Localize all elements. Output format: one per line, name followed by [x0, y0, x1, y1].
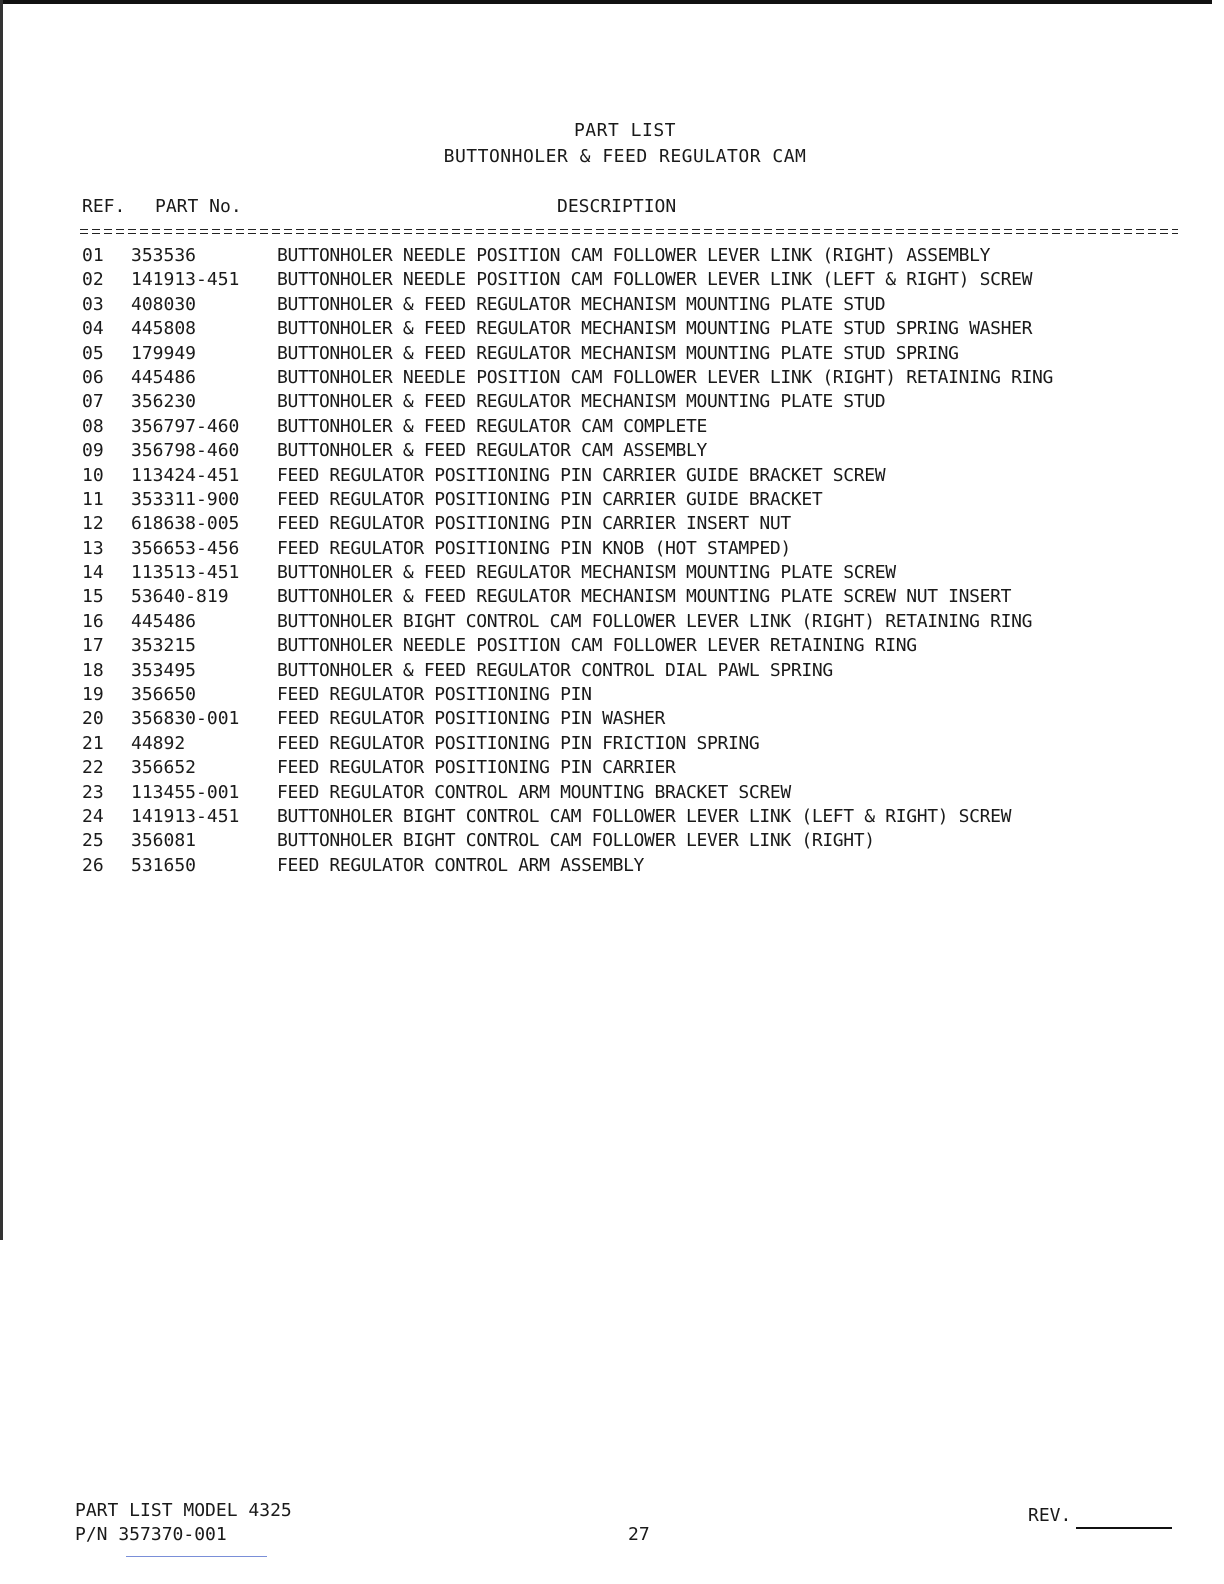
description-cell: FEED REGULATOR CONTROL ARM MOUNTING BRACKET SCREW: [277, 781, 791, 803]
rev-underline: [1076, 1527, 1172, 1529]
part-number-cell: 353536: [131, 245, 197, 266]
column-header-ref: REF.: [82, 196, 126, 217]
ref-cell: 06: [82, 366, 104, 388]
ref-cell: 18: [82, 659, 104, 681]
table-row: [0, 805, 1224, 829]
footer-model: PART LIST MODEL 4325: [75, 1500, 292, 1521]
table-row: [0, 293, 1224, 317]
part-number-cell: 353495: [131, 659, 197, 681]
margin-mark: [126, 1556, 267, 1557]
ref-cell: 10: [82, 464, 104, 486]
part-number-cell: 356797-460: [131, 415, 240, 437]
table-row: [0, 512, 1224, 536]
table-row: [0, 683, 1224, 707]
part-number-cell: 141913-451: [131, 805, 240, 827]
part-number-cell: 141913-451: [131, 269, 240, 291]
description-cell: FEED REGULATOR POSITIONING PIN FRICTION SPRING: [277, 732, 760, 754]
table-row: [0, 415, 1224, 439]
part-number-cell: 53640-819: [131, 586, 229, 608]
table-row: [0, 390, 1224, 414]
part-number-cell: 356830-001: [131, 708, 240, 730]
description-cell: BUTTONHOLER BIGHT CONTROL CAM FOLLOWER LEVER LINK (RIGHT): [277, 830, 875, 852]
page-subtitle: BUTTONHOLER & FEED REGULATOR CAM: [443, 146, 807, 167]
table-row: [0, 659, 1224, 683]
ref-cell: 03: [82, 293, 104, 315]
part-number-cell: 531650: [131, 854, 197, 876]
ref-cell: 02: [82, 269, 104, 291]
table-row: [0, 464, 1224, 488]
header-double-rule: [80, 228, 1178, 236]
part-number-cell: 353311-900: [131, 488, 240, 510]
ref-cell: 25: [82, 830, 104, 852]
description-cell: FEED REGULATOR POSITIONING PIN WASHER: [277, 708, 666, 730]
table-row: [0, 244, 1224, 268]
description-cell: BUTTONHOLER NEEDLE POSITION CAM FOLLOWER LEVER LINK (RIGHT) RETAINING RING: [277, 366, 1054, 388]
ref-cell: 17: [82, 635, 104, 657]
description-cell: BUTTONHOLER & FEED REGULATOR MECHANISM MOUNTING PLATE SCREW: [277, 562, 896, 584]
part-number-cell: 356230: [131, 391, 197, 413]
table-row: [0, 439, 1224, 463]
ref-cell: 26: [82, 854, 104, 876]
description-cell: BUTTONHOLER BIGHT CONTROL CAM FOLLOWER LEVER LINK (LEFT & RIGHT) SCREW: [277, 805, 1012, 827]
description-cell: FEED REGULATOR POSITIONING PIN CARRIER: [277, 757, 676, 779]
part-number-cell: 445486: [131, 366, 197, 388]
part-number-cell: 356653-456: [131, 537, 240, 559]
description-cell: BUTTONHOLER & FEED REGULATOR CAM COMPLETE: [277, 415, 707, 437]
part-number-cell: 445486: [131, 610, 197, 632]
description-cell: BUTTONHOLER NEEDLE POSITION CAM FOLLOWER LEVER LINK (RIGHT) ASSEMBLY: [277, 245, 991, 266]
description-cell: BUTTONHOLER & FEED REGULATOR MECHANISM MOUNTING PLATE STUD SPRING WASHER: [277, 318, 1033, 340]
table-row: [0, 342, 1224, 366]
table-row: [0, 366, 1224, 390]
parts-table: [0, 244, 1224, 878]
part-number-cell: 179949: [131, 342, 197, 364]
page-number: 27: [628, 1524, 650, 1545]
part-number-cell: 356650: [131, 684, 197, 706]
ref-cell: 16: [82, 610, 104, 632]
part-number-cell: 408030: [131, 293, 197, 315]
ref-cell: 11: [82, 488, 104, 510]
ref-cell: 15: [82, 586, 104, 608]
part-number-cell: 356081: [131, 830, 197, 852]
description-cell: BUTTONHOLER & FEED REGULATOR MECHANISM MOUNTING PLATE STUD SPRING: [277, 342, 959, 364]
part-number-cell: 356798-460: [131, 440, 240, 462]
part-number-cell: 445808: [131, 318, 197, 340]
table-row: [0, 561, 1224, 585]
part-number-cell: 113424-451: [131, 464, 240, 486]
ref-cell: 07: [82, 391, 104, 413]
part-number-cell: 113455-001: [131, 781, 240, 803]
table-row: [0, 829, 1224, 853]
description-cell: FEED REGULATOR POSITIONING PIN: [277, 684, 592, 706]
ref-cell: 09: [82, 440, 104, 462]
footer-part-number: P/N 357370-001: [75, 1524, 227, 1545]
ref-cell: 08: [82, 415, 104, 437]
ref-cell: 04: [82, 318, 104, 340]
table-row: [0, 781, 1224, 805]
ref-cell: 13: [82, 537, 104, 559]
description-cell: FEED REGULATOR POSITIONING PIN CARRIER GUIDE BRACKET: [277, 488, 823, 510]
table-row: [0, 317, 1224, 341]
ref-cell: 24: [82, 805, 104, 827]
description-cell: FEED REGULATOR POSITIONING PIN CARRIER INSERT NUT: [277, 513, 791, 535]
table-row: [0, 268, 1224, 292]
ref-cell: 23: [82, 781, 104, 803]
description-cell: BUTTONHOLER & FEED REGULATOR MECHANISM MOUNTING PLATE STUD: [277, 391, 886, 413]
ref-cell: 14: [82, 562, 104, 584]
description-cell: BUTTONHOLER NEEDLE POSITION CAM FOLLOWER LEVER LINK (LEFT & RIGHT) SCREW: [277, 269, 1033, 291]
description-cell: FEED REGULATOR POSITIONING PIN KNOB (HOT STAMPED): [277, 537, 791, 559]
ref-cell: 05: [82, 342, 104, 364]
column-header-part-no: PART No.: [155, 196, 242, 217]
page-title: PART LIST: [573, 120, 677, 141]
description-cell: FEED REGULATOR CONTROL ARM ASSEMBLY: [277, 854, 645, 876]
table-row: [0, 854, 1224, 878]
ref-cell: 22: [82, 757, 104, 779]
table-row: [0, 610, 1224, 634]
ref-cell: 20: [82, 708, 104, 730]
table-row: [0, 537, 1224, 561]
table-row: [0, 634, 1224, 658]
table-row: [0, 732, 1224, 756]
table-row: [0, 756, 1224, 780]
rev-label: REV.: [1028, 1505, 1072, 1526]
description-cell: BUTTONHOLER & FEED REGULATOR MECHANISM MOUNTING PLATE STUD: [277, 293, 886, 315]
description-cell: BUTTONHOLER & FEED REGULATOR CAM ASSEMBLY: [277, 440, 707, 462]
column-header-description: DESCRIPTION: [557, 196, 677, 217]
description-cell: BUTTONHOLER NEEDLE POSITION CAM FOLLOWER LEVER RETAINING RING: [277, 635, 917, 657]
ref-cell: 21: [82, 732, 104, 754]
description-cell: BUTTONHOLER & FEED REGULATOR CONTROL DIAL PAWL SPRING: [277, 659, 833, 681]
ref-cell: 19: [82, 684, 104, 706]
part-number-cell: 44892: [131, 732, 186, 754]
ref-cell: 01: [82, 245, 104, 266]
part-number-cell: 113513-451: [131, 562, 240, 584]
description-cell: BUTTONHOLER BIGHT CONTROL CAM FOLLOWER LEVER LINK (RIGHT) RETAINING RING: [277, 610, 1033, 632]
top-border: [0, 0, 1212, 4]
description-cell: FEED REGULATOR POSITIONING PIN CARRIER GUIDE BRACKET SCREW: [277, 464, 886, 486]
table-row: [0, 707, 1224, 731]
part-number-cell: 353215: [131, 635, 197, 657]
table-row: [0, 585, 1224, 609]
table-row: [0, 488, 1224, 512]
ref-cell: 12: [82, 513, 104, 535]
part-number-cell: 356652: [131, 757, 197, 779]
part-number-cell: 618638-005: [131, 513, 240, 535]
description-cell: BUTTONHOLER & FEED REGULATOR MECHANISM MOUNTING PLATE SCREW NUT INSERT: [277, 586, 1012, 608]
